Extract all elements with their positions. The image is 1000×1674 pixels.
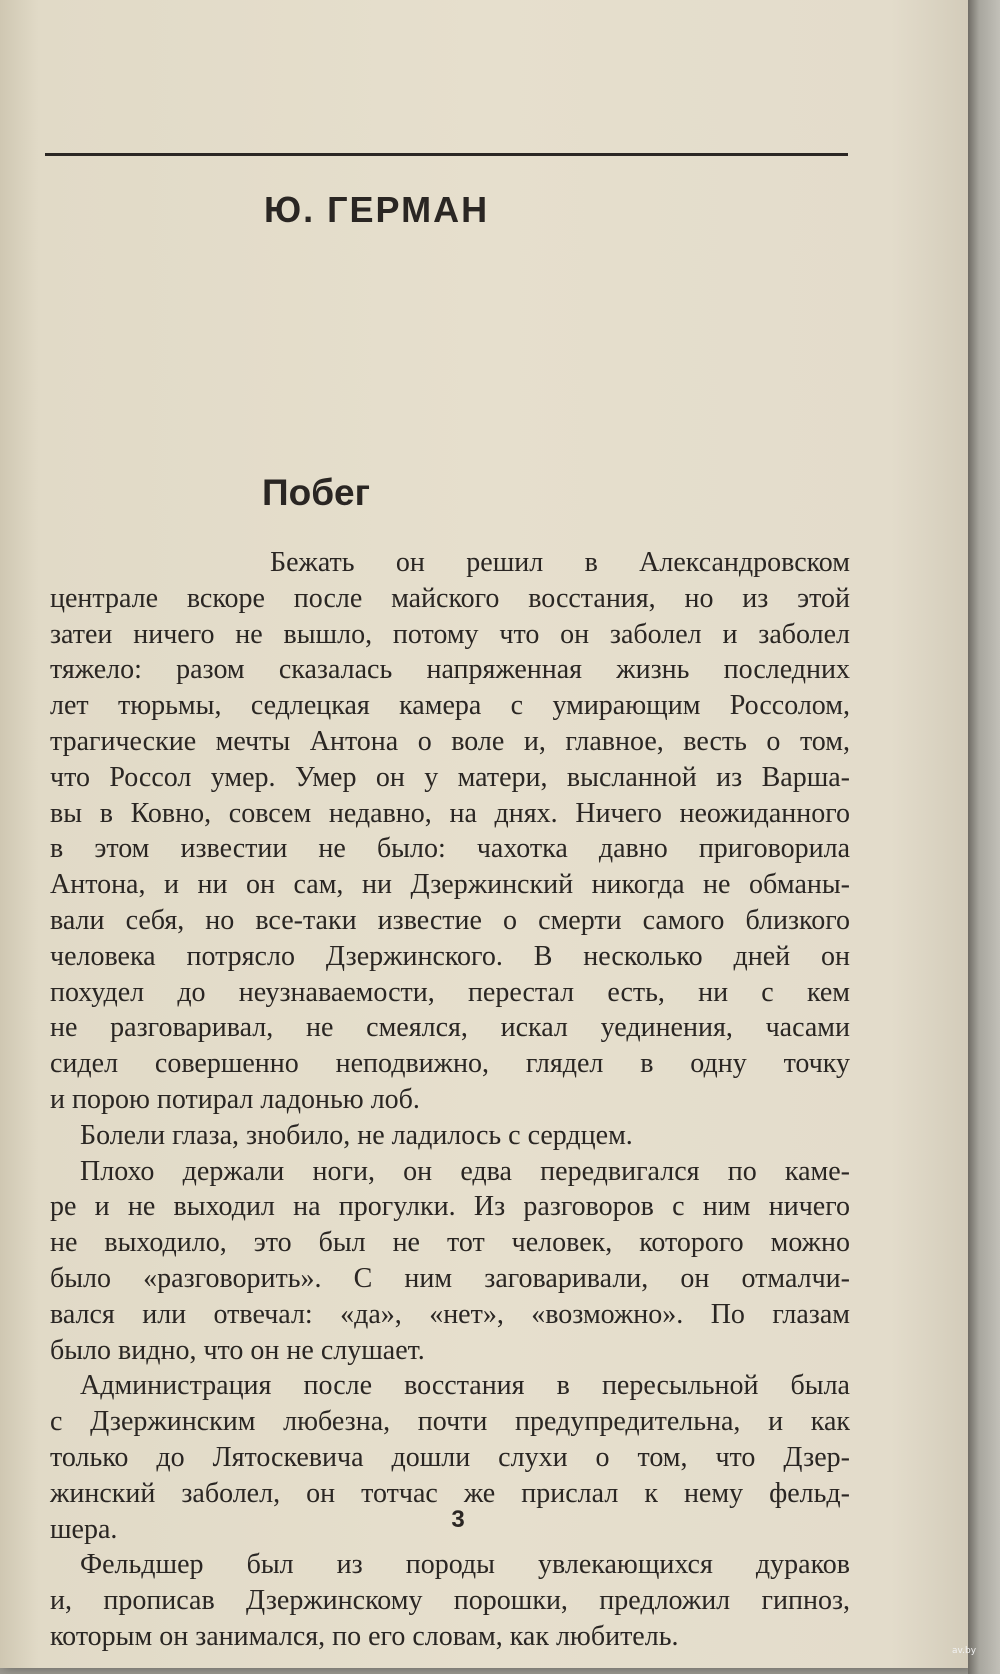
text-line: лет тюрьмы, седлецкая камера с умирающим Россолом, bbox=[50, 690, 850, 722]
text-line: было видно, что он не слушает. bbox=[50, 1334, 425, 1366]
text-line: которым он занимался, по его словам, как любитель. bbox=[50, 1620, 679, 1652]
text-line: централе вскоре после майского восстания, но из этой bbox=[50, 582, 850, 614]
body-text bbox=[50, 545, 850, 1655]
text-line: жинский заболел, он тотчас же прислал к нему фельд- bbox=[50, 1477, 850, 1509]
text-line: похудел до неузнаваемости, перестал есть, ни с кем bbox=[50, 976, 850, 1008]
text-line: Плохо держали ноги, он едва передвигался по каме- bbox=[80, 1155, 850, 1187]
text-line: и порою потирал ладонью лоб. bbox=[50, 1083, 420, 1115]
text-line: вался или отвечал: «да», «нет», «возможно». По глазам bbox=[50, 1298, 850, 1330]
text-line: Болели глаза, знобило, не ладилось с сердцем. bbox=[80, 1119, 633, 1151]
text-line: Антона, и ни он сам, ни Дзержинский никогда не обманы- bbox=[50, 869, 850, 901]
text-line: в этом известии не было: чахотка давно приговорила bbox=[50, 833, 850, 865]
text-line: только до Лятоскевича дошли слухи о том, что Дзер- bbox=[50, 1441, 850, 1473]
author-name: Ю. ГЕРМАН bbox=[264, 189, 490, 230]
text-line: не разговаривал, не смеялся, искал уединения, часами bbox=[50, 1012, 850, 1044]
text-line: затеи ничего не вышло, потому что он заболел и заболел bbox=[50, 618, 850, 650]
text-line: шера. bbox=[50, 1513, 118, 1545]
chapter-title: Побег bbox=[262, 472, 371, 513]
text-line: человека потрясло Дзержинского. В несколько дней он bbox=[50, 940, 850, 972]
text-line: вали себя, но все-таки известие о смерти самого близкого bbox=[50, 904, 850, 936]
page-edge bbox=[968, 0, 1000, 1674]
page-number: 3 bbox=[451, 1506, 465, 1533]
watermark: av.by bbox=[952, 1646, 977, 1656]
text-line: тяжело: разом сказалась напряженная жизнь последних bbox=[50, 654, 850, 686]
text-line: Бежать он решил в Александровском bbox=[270, 547, 850, 578]
text-line: Фельдшер был из породы увлекающихся дураков bbox=[80, 1549, 850, 1581]
text-line: сидел совершенно неподвижно, глядел в одну точку bbox=[50, 1048, 850, 1080]
text-line: вы в Ковно, совсем недавно, на днях. Ничего неожиданного bbox=[50, 797, 850, 829]
text-line: было «разговорить». С ним заговаривали, он отмалчи- bbox=[50, 1262, 850, 1294]
text-line: с Дзержинским любезна, почти предупредительна, и как bbox=[50, 1406, 850, 1438]
text-line: ре и не выходил на прогулки. Из разговоров с ним ничего bbox=[50, 1191, 850, 1223]
text-line: что Россол умер. Умер он у матери, высланной из Варша- bbox=[50, 761, 850, 793]
header-rule bbox=[45, 153, 848, 156]
text-line: трагические мечты Антона о воле и, главное, весть о том, bbox=[50, 725, 850, 757]
text-line: не выходило, это был не тот человек, которого можно bbox=[50, 1227, 850, 1259]
text-line: и, прописав Дзержинскому порошки, предложил гипноз, bbox=[50, 1585, 850, 1617]
text-line: Администрация после восстания в пересыльной была bbox=[80, 1370, 850, 1402]
